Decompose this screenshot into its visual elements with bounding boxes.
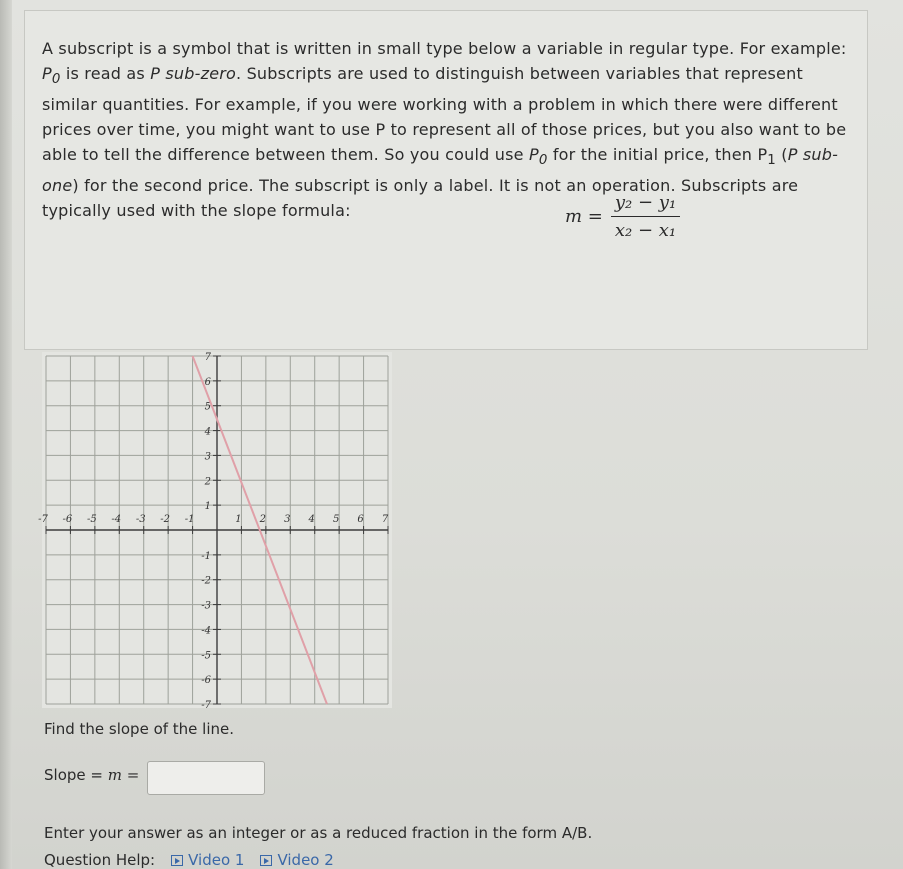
coordinate-graph	[38, 352, 392, 712]
y-tick-label: 1	[204, 501, 211, 513]
x-tick-label: -2	[160, 514, 171, 525]
y-tick-label: -7	[201, 700, 211, 711]
slope-label	[44, 766, 139, 784]
x-tick-label: -7	[38, 514, 48, 525]
question-help-label: Question Help:	[44, 851, 156, 869]
text: for the initial price, then	[547, 145, 758, 165]
var-p0: $P_0$	[42, 64, 61, 88]
answer-instructions: Enter your answer as an integer or as a reduced fraction in the form A/B.	[44, 824, 593, 842]
x-tick-label: -5	[86, 514, 97, 525]
video-icon	[171, 855, 183, 866]
window-edge	[0, 0, 12, 869]
text: (	[775, 145, 788, 165]
x-tick-label: 2	[259, 514, 267, 525]
x-tick-label: 5	[332, 514, 340, 525]
x-tick-label: 3	[284, 514, 291, 525]
y-tick-label: 4	[204, 426, 211, 438]
x-tick-label: 6	[357, 514, 364, 525]
y-tick-label: -4	[201, 625, 211, 637]
question-prompt: Find the slope of the line.	[44, 720, 235, 738]
y-tick-label: 2	[204, 476, 211, 488]
text: ) for the second price. The subscript is only a label. It is not an operation. Subscripts are typically used with the slope formula:	[42, 176, 799, 221]
y-tick-label: 3	[204, 451, 211, 463]
text-italic: P sub-one	[42, 145, 839, 196]
text: A subscript is a symbol that is written in small type below a variable in regular type. For example:	[42, 39, 847, 58]
x-tick-label: 4	[308, 514, 315, 525]
formula-denominator: x₂ − x₁	[614, 220, 677, 241]
y-tick-label: -3	[201, 600, 211, 612]
x-tick-label: 7	[381, 514, 389, 525]
slope-variable: m =	[107, 766, 140, 784]
video-2-link[interactable]: Video 2	[260, 851, 333, 869]
y-tick-label: -6	[201, 675, 211, 687]
x-tick-label: -4	[111, 514, 122, 525]
var-p1: $P_1$	[757, 145, 776, 169]
x-tick-label: -3	[135, 514, 146, 525]
y-tick-label: 7	[204, 352, 211, 363]
question-help	[44, 851, 334, 869]
formula-numerator: y₂ − y₁	[611, 192, 680, 217]
y-tick-label: 6	[204, 376, 211, 388]
x-tick-label: -1	[184, 514, 195, 525]
y-tick-label: 5	[204, 401, 211, 413]
var-p0: $P_0$	[529, 145, 548, 169]
text: is read as	[60, 64, 151, 83]
y-tick-label: -5	[201, 650, 211, 662]
formula-lhs: m =	[565, 206, 603, 227]
slope-formula	[565, 192, 680, 241]
x-tick-label: 1	[235, 514, 242, 525]
subscript-explanation	[42, 36, 862, 223]
formula-fraction	[611, 192, 680, 241]
y-tick-label: -2	[201, 575, 211, 587]
text-italic: P sub-zero	[150, 64, 236, 83]
slope-answer-input[interactable]	[147, 761, 265, 795]
video-icon	[260, 855, 272, 866]
text: . Subscripts are used to distinguish between variables that represent similar quantities. For example, if you were working with a problem in which there were different prices over time, you might want to use P to represent all of those prices, but you also want to be able to tell the difference between them. So you could use	[42, 64, 847, 165]
y-tick-label: -1	[201, 550, 211, 562]
slope-label-text: Slope =	[44, 766, 108, 784]
video-1-link[interactable]: Video 1	[171, 851, 244, 869]
graph-svg	[38, 352, 392, 711]
x-tick-label: -6	[62, 514, 73, 525]
